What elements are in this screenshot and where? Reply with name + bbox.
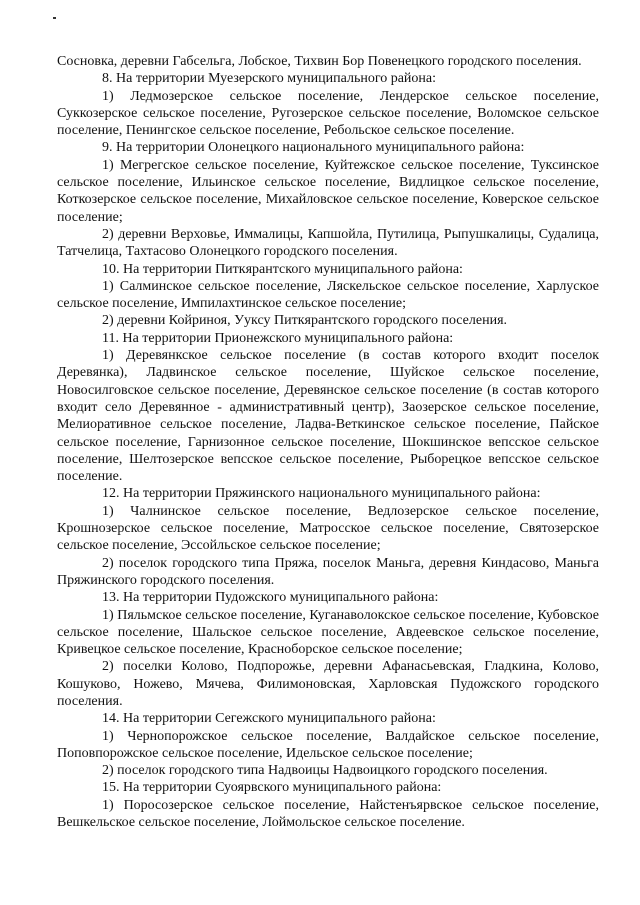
paragraph-9-2: 2) деревни Верховье, Иммалицы, Капшойла, Путилица, Рыпушкалицы, Судалица, Татчелица, Тахтасово Олонецкого городского поселения. <box>57 226 599 260</box>
paragraph-8-1: 1) Ледмозерское сельское поселение, Лендерское сельское поселение, Суккозерское сельское поселение, Ругозерское сельское поселение, Воломское сельское поселение, Пенингское сельское поселение, Ребольское сельское поселение. <box>57 88 599 139</box>
section-heading-11: 11. На территории Прионежского муниципального района: <box>102 330 454 346</box>
paragraph-14-2: 2) поселок городского типа Надвоицы Надвоицкого городского поселения. <box>102 763 548 779</box>
scan-mark <box>53 17 56 19</box>
paragraph-13-1: 1) Пяльмское сельское поселение, Куганаволокское сельское поселение, Кубовское сельское поселение, Шальское сельское поселение, Авдеевское сельское поселение, Кривецкое сельское поселение, Красноборское сельское поселение; <box>57 607 599 658</box>
paragraph-10-2: 2) деревни Койриноя, Ууксу Питкярантского городского поселения. <box>102 313 508 329</box>
paragraph-11-1: 1) Деревянкское сельское поселение (в состав которого входит поселок Деревянка), Ладвинское сельское поселение, Шуйское сельское поселение, Новосилговское сельское поселение, Деревянское сельское поселение (в состав которого входит село Деревянное - административный центр), Заозерское сельское поселение, Мелиоративное сельское поселение, Ладва-Веткинское сельское поселение, Пайское сельское поселение, Гарнизонное сельское поселение, Шокшинское вепсское сельское поселение, Шелтозерское вепсское сельское поселение, Рыборецкое вепсское сельское поселение. <box>57 348 599 485</box>
paragraph-continuation: Сосновка, деревни Габсельга, Лобское, Тихвин Бор Повенецкого городского поселения. <box>57 54 582 69</box>
section-heading-8: 8. На территории Муезерского муниципального района: <box>102 71 437 87</box>
paragraph-10-1: 1) Салминское сельское поселение, Ляскельское сельское поселение, Харлуское сельское поселение, Импилахтинское сельское поселение; <box>57 278 599 312</box>
document-page <box>57 53 599 831</box>
section-heading-9: 9. На территории Олонецкого национального муниципального района: <box>102 140 525 156</box>
section-heading-10: 10. На территории Питкярантского муниципального района: <box>102 261 463 277</box>
paragraph-12-1: 1) Чалнинское сельское поселение, Ведлозерское сельское поселение, Крошнозерское сельское поселение, Матросское сельское поселение, Святозерское сельское поселение, Эссойльское сельское поселение; <box>57 503 599 554</box>
section-heading-12: 12. На территории Пряжинского национального муниципального района: <box>102 486 541 502</box>
paragraph-12-2: 2) поселок городского типа Пряжа, поселок Маньга, деревня Киндасово, Маньга Пряжинского городского поселения. <box>57 555 599 588</box>
paragraph-9-1: 1) Мегрегское сельское поселение, Куйтежское сельское поселение, Туксинское сельское поселение, Ильинское сельское поселение, Видлицкое сельское поселение, Коткозерское сельское поселение, Михайловское сельское поселение, Коверское сельское поселение; <box>57 157 599 225</box>
section-heading-14: 14. На территории Сегежского муниципального района: <box>102 711 436 727</box>
paragraph-15-1: 1) Поросозерское сельское поселение, Найстенъярвское сельское поселение, Вешкельское сельское поселение, Лоймольское сельское поселение. <box>57 797 599 831</box>
section-heading-13: 13. На территории Пудожского муниципального района: <box>102 590 439 606</box>
section-heading-15: 15. На территории Суоярвского муниципального района: <box>102 780 442 796</box>
paragraph-13-2: 2) поселки Колово, Подпорожье, деревни Афанасьевская, Гладкина, Колово, Кошуково, Ножево, Мячева, Филимоновская, Харловская Пудожского городского поселения. <box>57 659 599 709</box>
paragraph-14-1: 1) Чернопорожское сельское поселение, Валдайское сельское поселение, Поповпорожское сельское поселение, Идельское сельское поселение; <box>57 728 599 761</box>
